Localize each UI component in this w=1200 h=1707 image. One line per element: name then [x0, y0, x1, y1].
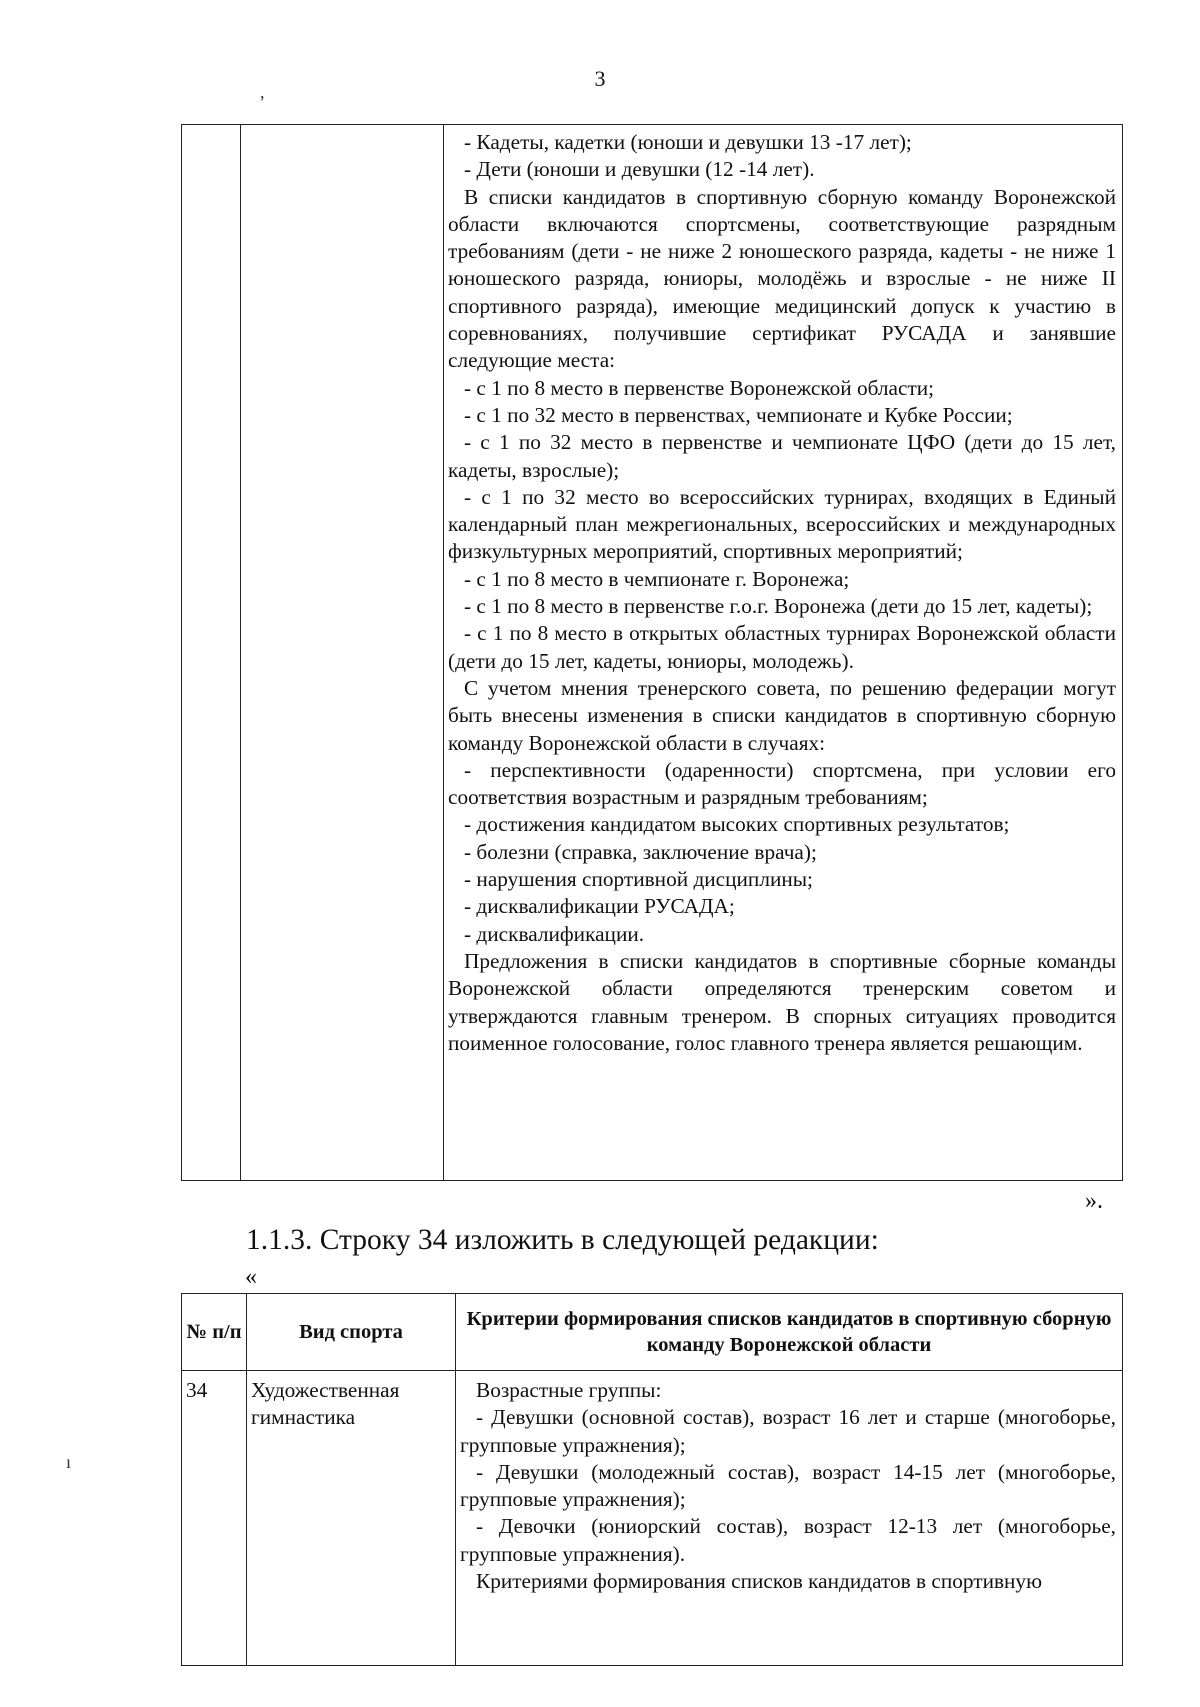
section-heading: 1.1.3. Строку 34 изложить в следующей редакции: [246, 1224, 879, 1256]
table-header-row [182, 1294, 1123, 1371]
header-criteria: Критерии формирования списков кандидатов в спортивную сборную команду Воронежской области [456, 1294, 1123, 1371]
paragraph: - с 1 по 32 место во всероссийских турнирах, входящих в Единый календарный план межрегиональных, всероссийских и международных физкультурных мероприятий, спортивных мероприятий; [448, 484, 1116, 564]
paragraph: - с 1 по 8 место в первенстве Воронежской области; [464, 375, 935, 400]
opening-quote: « [245, 1264, 257, 1290]
paragraph: С учетом мнения тренерского совета, по решению федерации могут быть внесены изменения в списки кандидатов в спортивную сборную команду Воронежской области в случаях: [448, 675, 1116, 755]
paragraph: - нарушения спортивной дисциплины; [464, 867, 813, 892]
row-sport: Художественная гимнастика [247, 1371, 456, 1666]
row-criteria-cell [456, 1371, 1123, 1666]
paragraph: - с 1 по 8 место в первенстве г.о.г. Воронежа (дети до 15 лет, кадеты); [464, 594, 1093, 619]
row-number: 34 [182, 1371, 247, 1666]
paragraph: Предложения в списки кандидатов в спортивные сборные команды Воронежской области определяются тренерским советом и утверждаются главным тренером. В спорных ситуациях проводится поименное голосование, голос главного тренера является решающим. [448, 948, 1116, 1055]
paragraph: - Дети (юноши и девушки (12 -14 лет). [464, 157, 815, 182]
paragraph: - болезни (справка, заключение врача); [464, 839, 817, 864]
paragraph: - достижения кандидатом высоких спортивных результатов; [464, 812, 1010, 837]
paragraph: - дисквалификации РУСАДА; [464, 894, 735, 919]
sport-cell-empty [241, 125, 444, 1181]
paragraph: Критериями формирования списков кандидатов в спортивную [476, 1569, 1042, 1594]
scan-mark: ı [66, 1452, 72, 1472]
paragraph: Возрастные группы: [476, 1378, 662, 1402]
paragraph: - дисквалификации. [464, 921, 645, 946]
paragraph: - с 1 по 32 место в первенстве и чемпионате ЦФО (дети до 15 лет, кадеты, взрослые); [448, 430, 1116, 482]
criteria-cell [444, 125, 1123, 1181]
paragraph: - Девушки (основной состав), возраст 16 лет и старше (многоборье, групповые упражнения); [460, 1405, 1116, 1457]
paragraph: - Кадеты, кадетки (юноши и девушки 13 -17 лет); [464, 130, 912, 154]
closing-quote: ». [1085, 1188, 1103, 1214]
paragraph: - с 1 по 8 место в чемпионате г. Воронежа; [464, 566, 850, 591]
paragraph: - с 1 по 8 место в открытых областных турнирах Воронежской области (дети до 15 лет, кадеты, юниоры, молодежь). [448, 621, 1116, 673]
table-row [182, 125, 1123, 1181]
row-criteria-text [460, 1377, 1116, 1595]
scan-mark: , [260, 82, 265, 102]
header-number: № п/п [182, 1294, 247, 1371]
paragraph: - перспективности (одаренности) спортсмена, при условии его соответствия возрастным и разрядным требованиям; [448, 757, 1116, 810]
paragraph: - Девочки (юниорский состав), возраст 12-13 лет (многоборье, групповые упражнения). [460, 1514, 1116, 1566]
number-cell-empty [182, 125, 241, 1181]
paragraph: В списки кандидатов в спортивную сборную команду Воронежской области включаются спортсмены, соответствующие разрядным требованиям (дети - не ниже 2 юношеского разряда, кадеты - не ниже 1 юношеского разряда, юниоры, молодёжь и взрослые - не ниже II спортивного разряда), имеющие медицинский допуск к участию в соревнованиях, получившие сертификат РУСАДА и занявшие следующие места: [448, 184, 1116, 373]
continued-criteria-table [181, 124, 1123, 1181]
header-sport: Вид спорта [247, 1294, 456, 1371]
criteria-text [448, 129, 1116, 1057]
page-number: 3 [594, 66, 606, 91]
criteria-table-row-34 [181, 1293, 1123, 1666]
paragraph: - с 1 по 32 место в первенствах, чемпионате и Кубке России; [464, 402, 1013, 427]
paragraph: - Девушки (молодежный состав), возраст 14-15 лет (многоборье, групповые упражнения); [460, 1459, 1116, 1512]
table-row [182, 1371, 1123, 1666]
